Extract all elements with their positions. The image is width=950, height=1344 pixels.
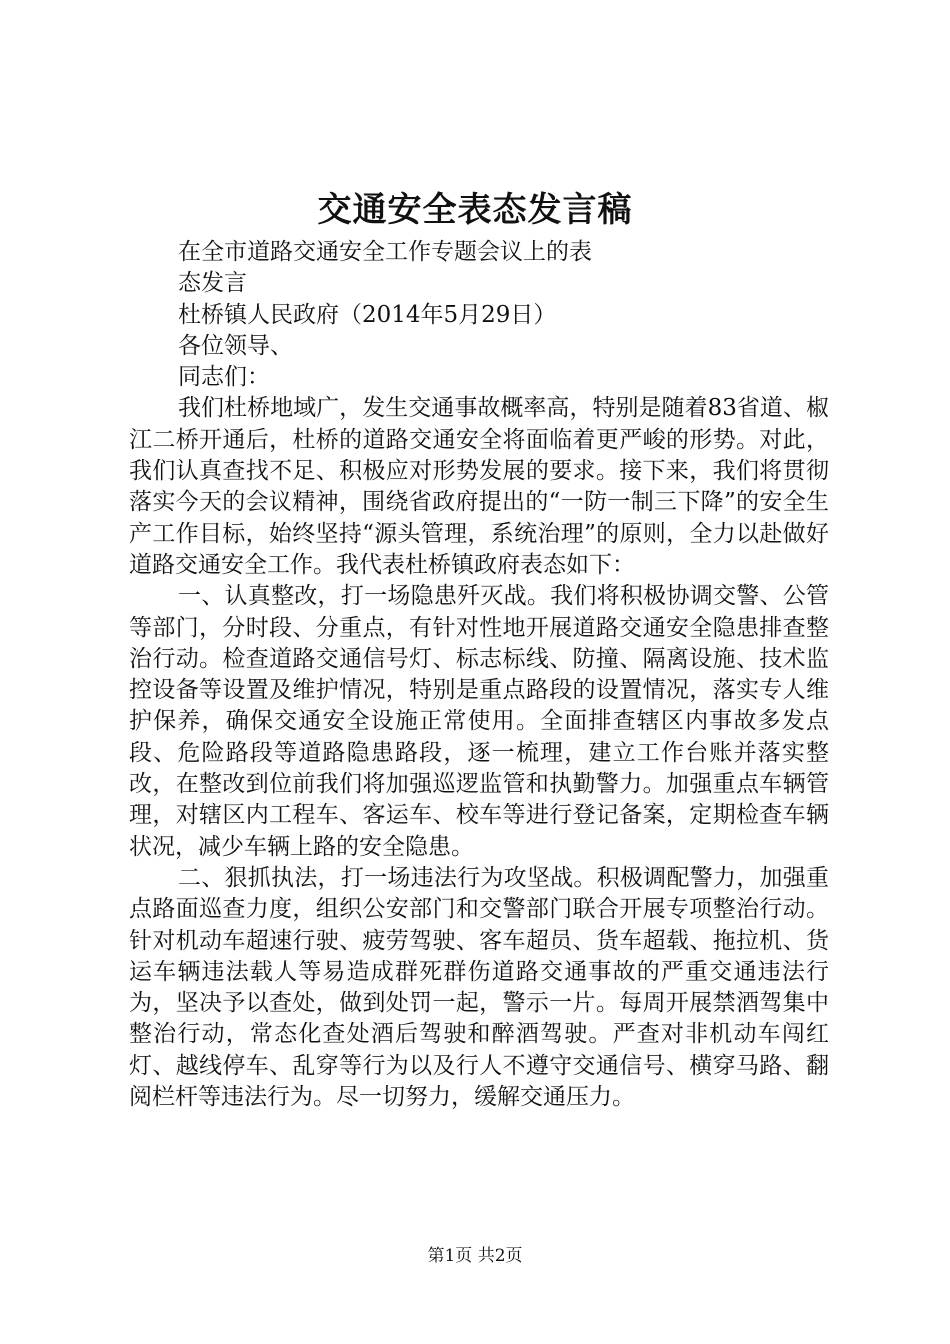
body-paragraph: 二、狠抓执法，打一场违法行为攻坚战。积极调配警力，加强重点路面巡查力度，组织公安部门和交警部门联合开展专项整治行动。针对机动车超速行驶、疲劳驾驶、客车超员、货车超载、拖拉机、货运车辆违法载人等易造成群死群伤道路交通事故的严重交通违法行为，坚决予以查处，做到处罚一起，警示一片。每周开展禁酒驾集中整治行动，常态化查处酒后驾驶和醉酒驾驶。严查对非机动车闯红灯、越线停车、乱穿等行为以及行人不遵守交通信号、横穿马路、翻阅栏杆等违法行为。尽一切努力，缓解交通压力。 (129, 864, 829, 1111)
page-number-footer: 第1页 共2页 (427, 1246, 523, 1266)
intro-line: 各位领导、 (178, 332, 293, 359)
intro-block (129, 237, 829, 393)
intro-line: 态发言 (178, 270, 247, 297)
body-paragraph: 一、认真整改，打一场隐患歼灭战。我们将积极协调交警、公管等部门，分时段、分重点，有针对性地开展道路交通安全隐患排查整治行动。检查道路交通信号灯、标志标线、防撞、隔离设施、技术监控设备等设置及维护情况，特别是重点路段的设置情况，落实专人维护保养，确保交通安全设施正常使用。全面排查辖区内事故多发点段、危险路段等道路隐患路段，逐一梳理，建立工作台账并落实整改，在整改到位前我们将加强巡逻监管和执勤警力。加强重点车辆管理，对辖区内工程车、客运车、校车等进行登记备案，定期检查车辆状况，减少车辆上路的安全隐患。 (129, 583, 829, 860)
intro-line: 在全市道路交通安全工作专题会议上的表 (178, 239, 592, 265)
document-title: 交通安全表态发言稿 (317, 190, 633, 230)
body-paragraph: 我们杜桥地域广，发生交通事故概率高，特别是随着83省道、椒江二桥开通后，杜桥的道路交通安全将面临着更严峻的形势。对此，我们认真查找不足、积极应对形势发展的要求。接下来，我们将贯彻落实今天的会议精神，围绕省政府提出的“一防一制三下降”的安全生产工作目标，始终坚持“源头管理，系统治理”的原则，全力以赴做好道路交通安全工作。我代表杜桥镇政府表态如下： (129, 395, 829, 578)
intro-line: 杜桥镇人民政府（2014年5月29日） (178, 301, 557, 328)
intro-line: 同志们： (178, 364, 270, 391)
document-body (129, 237, 829, 1113)
